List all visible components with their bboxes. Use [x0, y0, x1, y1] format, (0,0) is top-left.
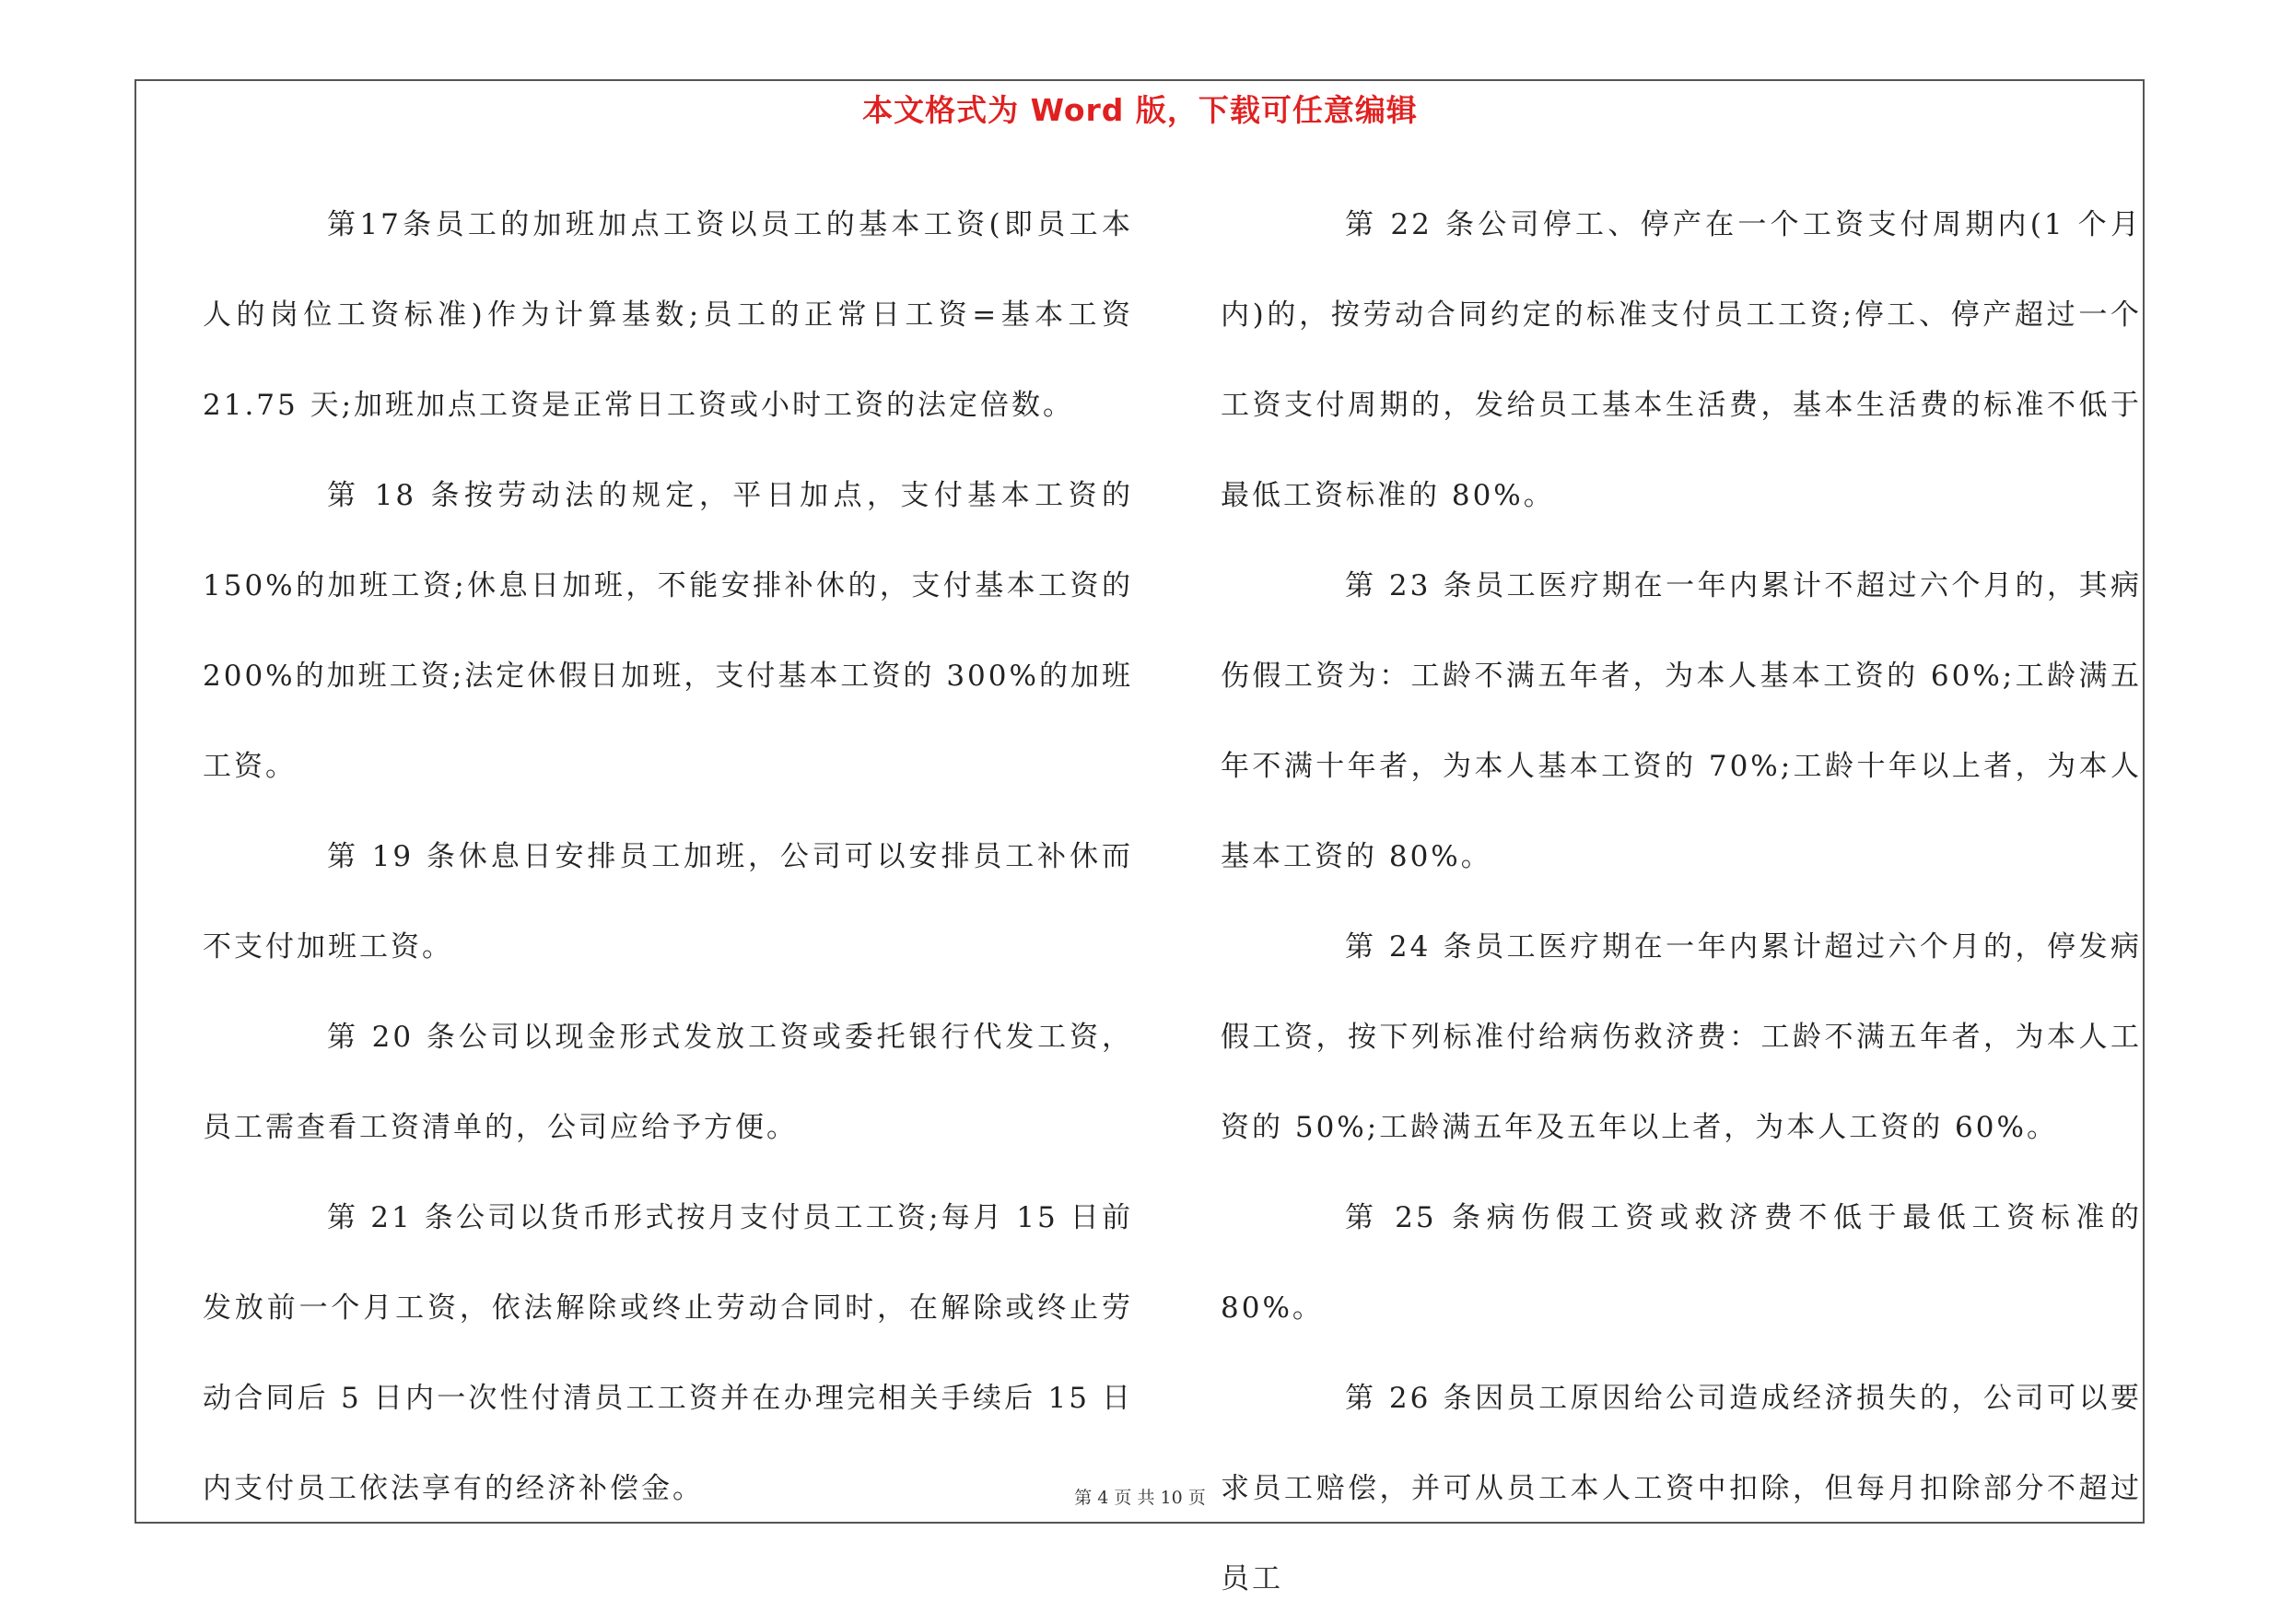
article-26: 第 26 条因员工原因给公司造成经济损失的，公司可以要求员工赔偿，并可从员工本人工资中扣除，但每月扣除部分不超过员工 — [1221, 1382, 2142, 1595]
article-22: 第 22 条公司停工、停产在一个工资支付周期内(1 个月内)的，按劳动合同约定的标准支付员工工资;停工、停产超过一个工资支付周期的，发给员工基本生活费，基本生活费的标准不低于最低工资标准的 80%。 — [1221, 208, 2142, 512]
article-21: 第 21 条公司以货币形式按月支付员工工资;每月 15 日前发放前一个月工资，依法解除或终止劳动合同时，在解除或终止劳动合同后 5 日内一次性付清员工工资并在办理完相关手续后 15 日内支付员工依法享有的经济补偿金。 — [203, 1201, 1133, 1505]
article-18: 第 18 条按劳动法的规定，平日加点，支付基本工资的 150%的加班工资;休息日加班，不能安排补休的，支付基本工资的 200%的加班工资;法定休假日加班，支付基本工资的 300%的加班工资。 — [203, 479, 1133, 783]
left-column — [203, 180, 1133, 1534]
article-24: 第 24 条员工医疗期在一年内累计超过六个月的，停发病假工资，按下列标准付给病伤救济费：工龄不满五年者，为本人工资的 50%;工龄满五年及五年以上者，为本人工资的 60%。 — [1221, 930, 2142, 1144]
right-column — [1221, 180, 2142, 1624]
article-20: 第 20 条公司以现金形式发放工资或委托银行代发工资，员工需查看工资清单的，公司应给予方便。 — [203, 1021, 1133, 1144]
article-17: 第17条员工的加班加点工资以员工的基本工资(即员工本人的岗位工资标准)作为计算基数;员工的正常日工资=基本工资 21.75 天;加班加点工资是正常日工资或小时工资的法定倍数。 — [203, 208, 1133, 422]
page-number-footer: 第 4 页 共 10 页 — [1074, 1488, 1206, 1508]
article-25: 第 25 条病伤假工资或救济费不低于最低工资标准的 80%。 — [1221, 1201, 2142, 1325]
article-23: 第 23 条员工医疗期在一年内累计不超过六个月的，其病伤假工资为：工龄不满五年者，为本人基本工资的 60%;工龄满五年不满十年者，为本人基本工资的 70%;工龄十年以上者，为本人基本工资的 80%。 — [1221, 569, 2142, 873]
article-19: 第 19 条休息日安排员工加班，公司可以安排员工补休而不支付加班工资。 — [203, 840, 1133, 964]
format-banner: 本文格式为 Word 版，下载可任意编辑 — [862, 92, 1418, 128]
